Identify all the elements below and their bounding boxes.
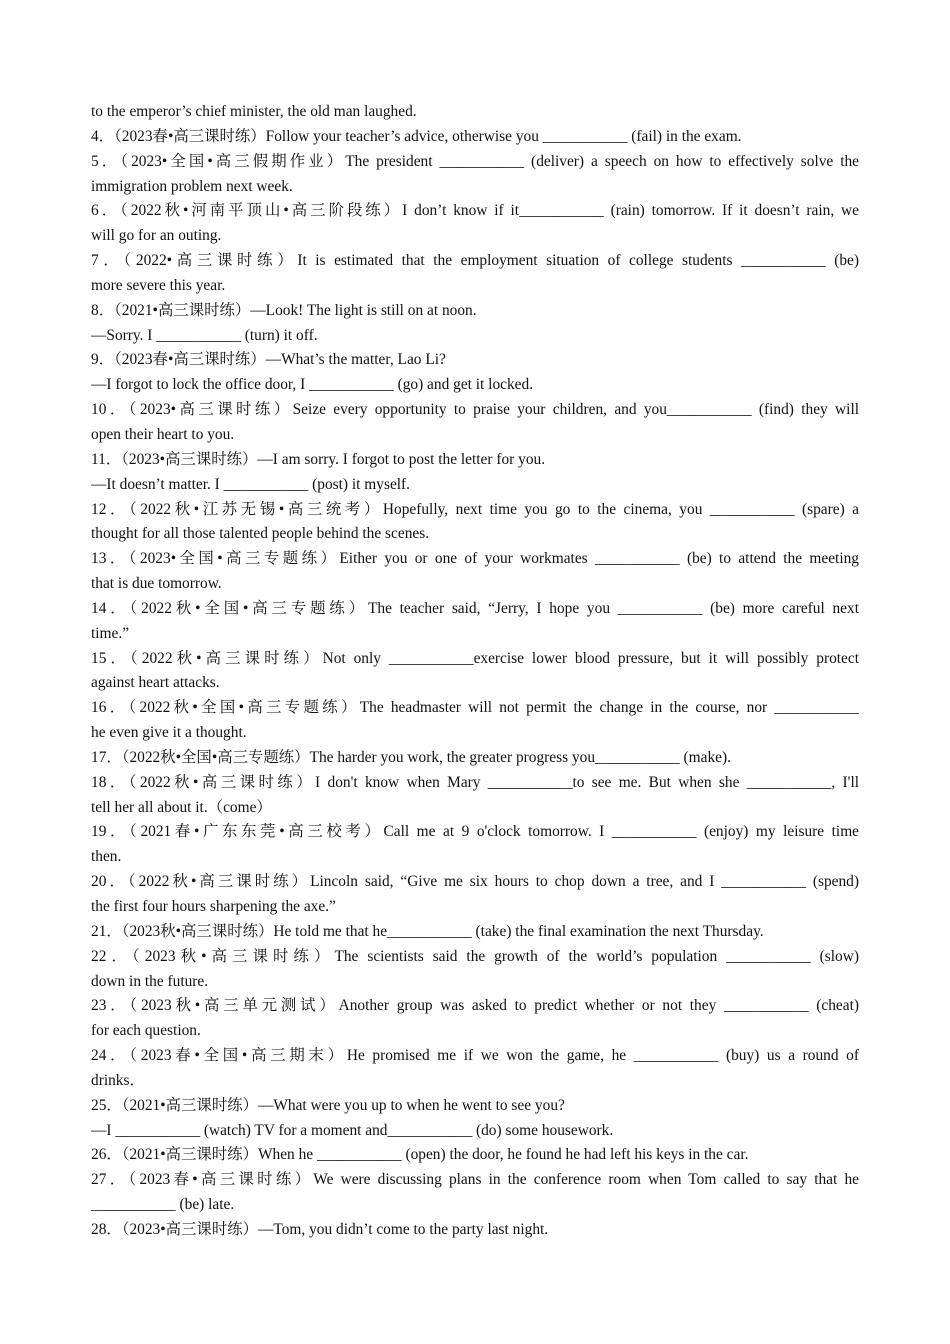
text-line: to the emperor’s chief minister, the old man laughed. <box>91 103 417 120</box>
text-line: down in the future. <box>91 972 209 990</box>
text-line: —I forgot to lock the office door, I ___________ (go) and get it locked. <box>91 376 534 394</box>
text-line: more severe this year. <box>91 276 226 294</box>
text-line: —Sorry. I ___________ (turn) it off. <box>91 326 318 344</box>
question-19: 19．（2021春•广东东莞•高三校考）Call me at 9 o'clock tomorrow. I ___________ (enjoy) my leisure time <box>91 823 859 841</box>
question-20: 20．（2022秋•高三课时练）Lincoln said, “Give me six hours to chop down a tree, and I ___________ (spend) <box>91 873 859 891</box>
text-line: thought for all those talented people behind the scenes. <box>91 525 430 543</box>
question-9: 9．（2023春•高三课时练）—What’s the matter, Lao Li? <box>91 351 446 369</box>
question-24: 24．（2023春•全国•高三期末）He promised me if we won the game, he ___________ (buy) us a round of <box>91 1047 859 1065</box>
question-23: 23．（2023秋•高三单元测试）Another group was asked to predict whether or not they ___________ (cheat) <box>91 997 859 1015</box>
question-22: 22．（2023秋•高三课时练）The scientists said the growth of the world’s population ___________ (slow) <box>91 947 859 965</box>
question-4: 4．（2023春•高三课时练）Follow your teacher’s advice, otherwise you ___________ (fail) in the exam. <box>91 127 742 145</box>
text-line: —It doesn’t matter. I ___________ (post) it myself. <box>91 475 411 493</box>
question-8: 8．（2021•高三课时练）—Look! The light is still on at noon. <box>91 301 477 319</box>
text-line: open their heart to you. <box>91 425 235 443</box>
question-16: 16．（2022秋•全国•高三专题练）The headmaster will not permit the change in the course, nor ___________ <box>91 699 859 717</box>
question-17: 17．（2022秋•全国•高三专题练）The harder you work, the greater progress you___________ (make). <box>91 748 731 766</box>
text-line: that is due tomorrow. <box>91 575 222 593</box>
text-line: against heart attacks. <box>91 674 220 692</box>
text-line: drinks． <box>91 1071 145 1089</box>
text-line: will go for an outing. <box>91 227 222 245</box>
text-line: he even give it a thought. <box>91 724 247 742</box>
question-6: 6．（2022秋•河南平顶山•高三阶段练）I don’t know if it___________ (rain) tomorrow. If it doesn’t rain, we <box>91 202 859 220</box>
question-27: 27．（2023春•高三课时练）We were discussing plans in the conference room when Tom called to say that he <box>91 1171 859 1189</box>
question-11: 11．（2023•高三课时练）—I am sorry. I forgot to post the letter for you. <box>91 450 546 468</box>
text-line: tell her all about it.（come） <box>91 798 272 816</box>
text-line: immigration problem next week. <box>91 177 293 195</box>
text-line: time.” <box>91 624 130 642</box>
question-12: 12．（2022秋•江苏无锡•高三统考）Hopefully, next time you go to the cinema, you ___________ (spare) a <box>91 500 859 518</box>
question-14: 14．（2022秋•全国•高三专题练）The teacher said, “Jerry, I hope you ___________ (be) more careful next <box>91 599 859 617</box>
text-line: —I ___________ (watch) TV for a moment and___________ (do) some housework. <box>91 1121 614 1139</box>
text-line: for each question. <box>91 1022 201 1040</box>
text-line: then. <box>91 848 122 866</box>
question-25: 25．（2021•高三课时练）—What were you up to when he went to see you? <box>91 1096 565 1114</box>
question-21: 21．（2023秋•高三课时练）He told me that he___________ (take) the final examination the next Thursday. <box>91 922 764 940</box>
question-5: 5．（2023•全国•高三假期作业）The president ___________ (deliver) a speech on how to effectively solve the <box>91 152 859 170</box>
question-7: 7．（2022•高三课时练）It is estimated that the employment situation of college students ___________ (be) <box>91 252 859 270</box>
question-10: 10．（2023•高三课时练）Seize every opportunity to praise your children, and you___________ (find) they will <box>91 401 859 419</box>
question-15: 15．（2022秋•高三课时练）Not only ___________exercise lower blood pressure, but it will possibly protect <box>91 649 859 667</box>
question-13: 13．（2023•全国•高三专题练）Either you or one of your workmates ___________ (be) to attend the meeting <box>91 550 859 568</box>
question-26: 26．（2021•高三课时练）When he ___________ (open) the door, he found he had left his keys in the car. <box>91 1146 749 1164</box>
text-line: the first four hours sharpening the axe.” <box>91 898 336 915</box>
question-28: 28．（2023•高三课时练）—Tom, you didn’t come to the party last night. <box>91 1220 549 1238</box>
text-line: ___________ (be) late. <box>91 1196 235 1214</box>
question-18: 18．（2022秋•高三课时练）I don't know when Mary ___________to see me. But when she ___________, I'll <box>91 773 859 791</box>
